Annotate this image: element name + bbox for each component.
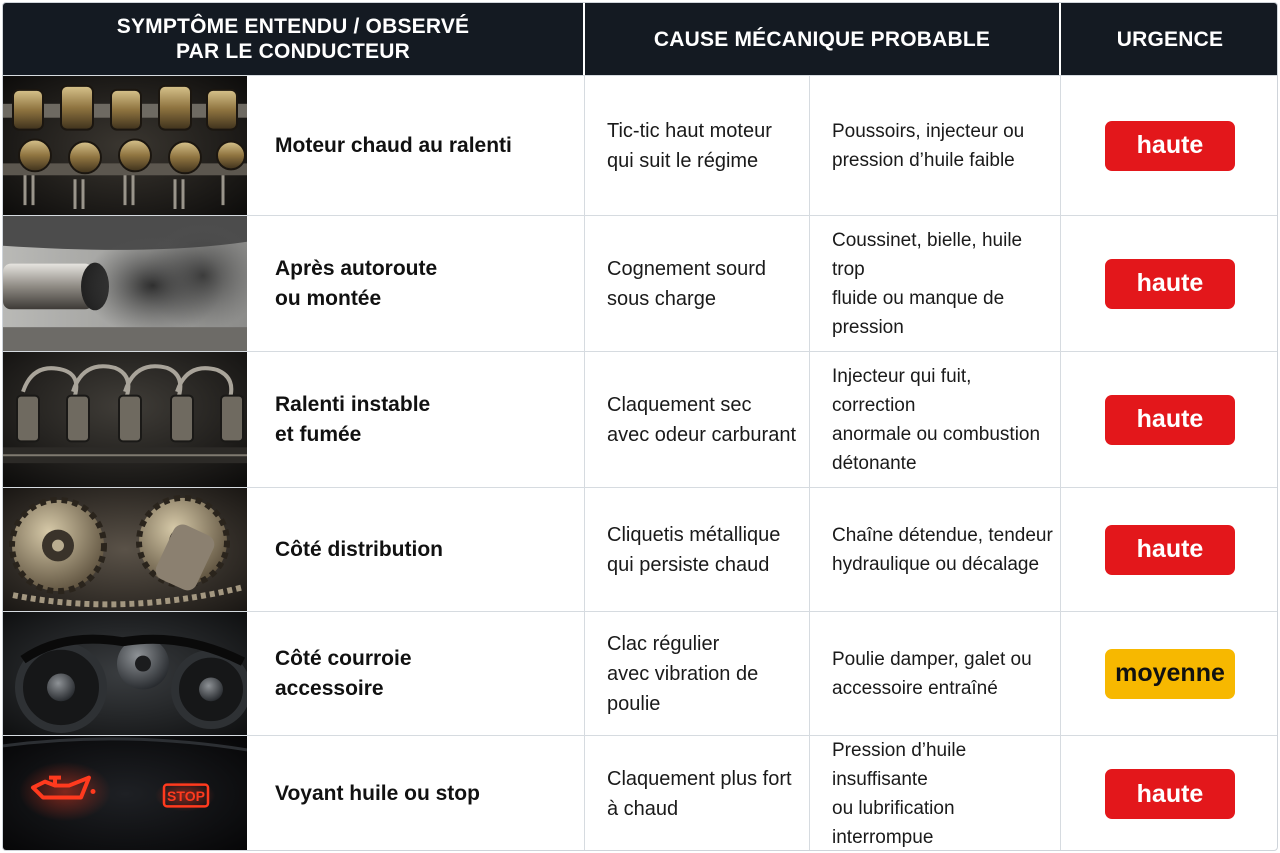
symptom-text: Après autoroute [275,256,438,280]
exhaust-smoke-photo [3,216,247,351]
cause-text-line: accessoire entraîné [832,677,998,699]
cause-text-line: détonante [832,452,917,474]
urgency-cell [1061,76,1278,215]
table-row [3,611,1278,735]
sound-text-line: qui persiste chaud [607,553,770,576]
sound-cell [585,612,810,735]
cause-text-line: anormale ou combustion [832,423,1041,445]
sound-cell [585,488,810,611]
symptom-cell [247,612,585,735]
sound-cell [585,736,810,851]
sound-text-line: Cognement sourd [607,257,766,280]
header-symptom-line-2: PAR LE CONDUCTEUR [175,40,410,63]
table-row [3,351,1278,487]
urgency-cell [1061,352,1278,487]
cause-cell [810,216,1061,351]
sound-text-line: avec vibration de poulie [607,662,759,715]
sound-text-line: Cliquetis métallique [607,523,781,546]
urgency-cell [1061,216,1278,351]
symptom-cell [247,216,585,351]
symptom-text: Moteur chaud au ralenti [275,133,512,157]
engine-valvetrain-photo [3,76,247,215]
cause-text-line: Chaîne détendue, tendeur [832,524,1053,546]
sound-text-line: sous charge [607,287,716,310]
oil-warning-light-photo [3,736,247,851]
urgency-cell [1061,612,1278,735]
sound-cell [585,352,810,487]
diagnostic-table [2,2,1278,851]
stop-warning-text: STOP [167,787,205,804]
urgency-badge: haute [1105,395,1235,445]
cause-text-line: hydraulique ou décalage [832,553,1040,575]
symptom-text: Ralenti instable [275,392,431,416]
urgency-badge: haute [1105,769,1235,819]
urgency-badge: haute [1105,121,1235,171]
cause-text-line: pression d’huile faible [832,149,1015,171]
cause-text-line: Poulie damper, galet ou [832,648,1032,670]
sound-cell [585,216,810,351]
header-symptom-line-1: SYMPTÔME ENTENDU / OBSERVÉ [116,15,470,38]
sound-text-line: qui suit le régime [607,149,759,172]
symptom-text: Côté courroie [275,646,412,670]
urgency-cell [1061,736,1278,851]
sound-text-line: avec odeur carburant [607,423,797,446]
cause-text-line: Injecteur qui fuit, correction [832,365,972,416]
symptom-cell [247,352,585,487]
cause-text-line: ou lubrification interrompue [832,798,955,848]
table-row [3,215,1278,351]
header-cause-label: CAUSE MÉCANIQUE PROBABLE [653,27,991,51]
symptom-text: Voyant huile ou stop [275,782,480,805]
sound-text-line: Clac régulier [607,632,720,655]
cause-cell [810,76,1061,215]
cause-cell [810,488,1061,611]
symptom-cell [247,736,585,851]
sound-text-line: à chaud [607,798,679,820]
urgency-badge: haute [1105,259,1235,309]
symptom-text: accessoire [275,676,384,700]
symptom-cell [247,76,585,215]
header-cause [585,3,1061,75]
header-urgency [1061,3,1278,75]
fuel-injectors-photo [3,352,247,487]
symptom-text: ou montée [275,286,382,310]
urgency-badge: moyenne [1105,649,1235,699]
header-urgency-label: URGENCE [1116,27,1224,51]
urgency-cell [1061,488,1278,611]
cause-text-line: fluide ou manque de pression [832,287,1005,338]
table-header [3,3,1278,75]
urgency-badge: haute [1105,525,1235,575]
sound-cell [585,76,810,215]
sound-text-line: Tic-tic haut moteur [607,119,772,142]
cause-cell [810,736,1061,851]
cause-cell [810,612,1061,735]
sound-text-line: Claquement sec [607,393,752,416]
cause-text-line: Coussinet, bielle, huile trop [832,229,1023,280]
header-symptom [3,3,585,75]
table-row [3,735,1278,851]
cause-text-line: Pression d’huile insuffisante [832,740,967,790]
symptom-text: et fumée [275,422,362,446]
table-row [3,75,1278,215]
cause-text-line: Poussoirs, injecteur ou [832,120,1025,142]
symptom-cell [247,488,585,611]
symptom-text: Côté distribution [275,537,443,561]
sound-text-line: Claquement plus fort [607,768,792,790]
timing-chain-photo [3,488,247,611]
cause-cell [810,352,1061,487]
accessory-belt-photo [3,612,247,735]
table-row [3,487,1278,611]
